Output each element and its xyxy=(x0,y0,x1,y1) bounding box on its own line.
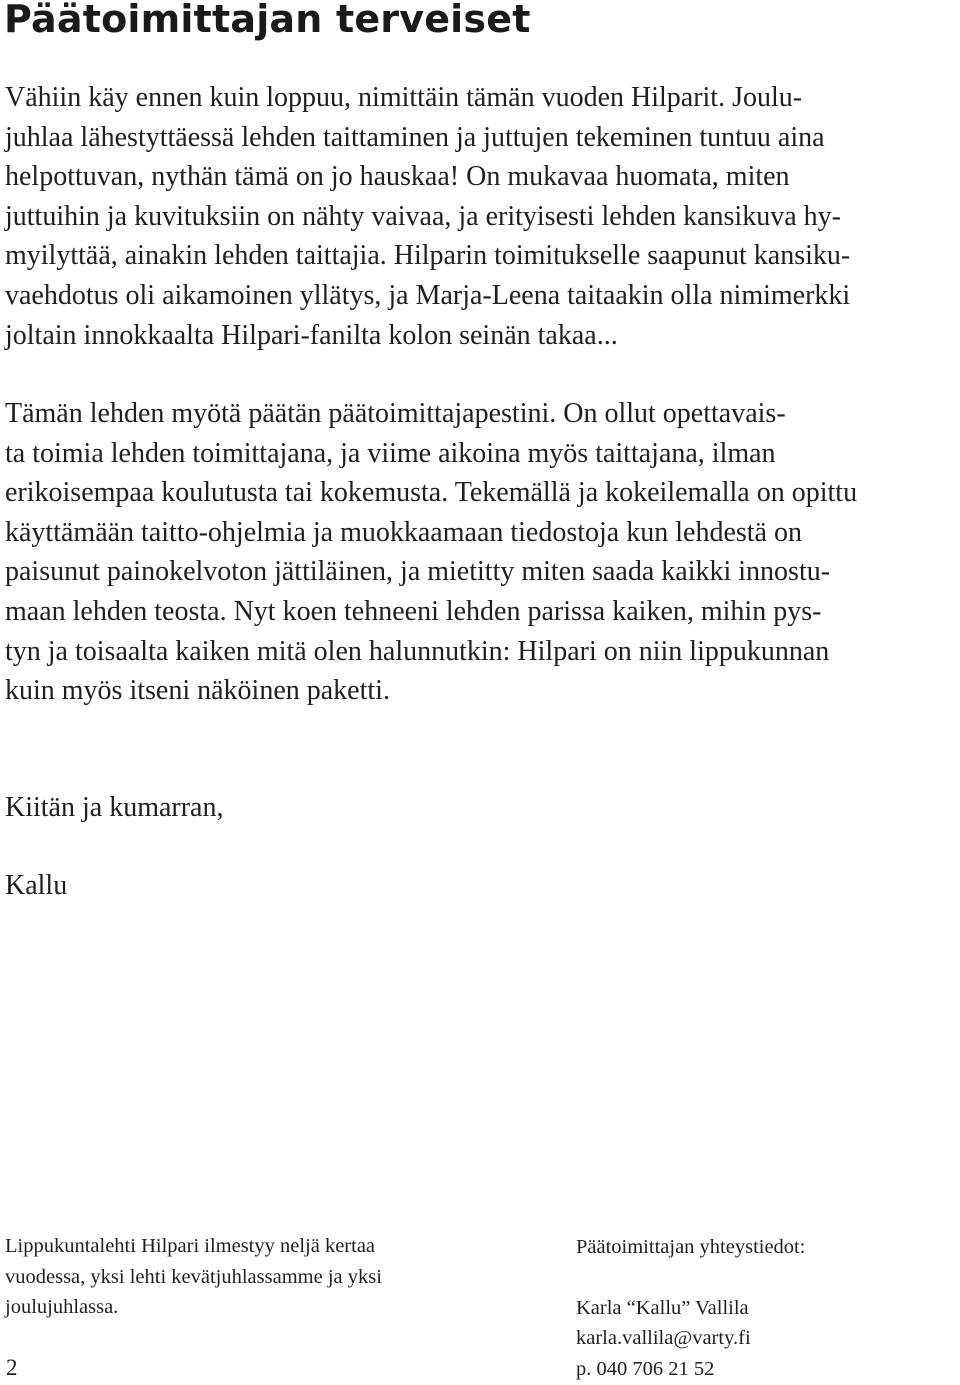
contact-email: karla.vallila@varty.fi xyxy=(576,1327,751,1349)
publication-info-line: Lippukuntalehti Hilpari ilmestyy neljä kertaa xyxy=(5,1235,376,1257)
contact-phone: p. 040 706 21 52 xyxy=(576,1357,715,1380)
contact-name: Karla “Kallu” Vallila xyxy=(576,1296,749,1319)
paragraph-line: maan lehden teosta. Nyt koen tehneeni lehden parissa kaiken, mihin pys- xyxy=(5,595,822,627)
paragraph-line: juhlaa lähestyttäessä lehden taittaminen ja juttujen tekeminen tuntuu aina xyxy=(5,121,825,153)
paragraph-line: helpottuvan, nythän tämä on jo hauskaa! On mukavaa huomata, miten xyxy=(5,161,790,193)
paragraph-line: Vähiin käy ennen kuin loppuu, nimittäin tämän vuoden Hilparit. Joulu- xyxy=(5,82,803,113)
paragraph-line: juttuihin ja kuvituksiin on nähty vaivaa, ja erityisesti lehden kansikuva hy- xyxy=(5,200,841,232)
paragraph-line: kuin myös itseni näköinen paketti. xyxy=(5,675,390,707)
contact-spacer xyxy=(576,1263,805,1293)
closing-greeting: Kiitän ja kumarran, xyxy=(5,792,224,823)
paragraph-intro xyxy=(5,78,960,355)
publication-info-line: vuodessa, yksi lehti kevätjuhlassamme ja yksi xyxy=(5,1265,382,1288)
paragraph-line: tyn ja toisaalta kaiken mitä olen halunnutkin: Hilpari on niin lippukunnan xyxy=(5,635,830,667)
paragraph-line: ta toimia lehden toimittajana, ja viime aikoina myös taittajana, ilman xyxy=(5,437,776,469)
paragraph-line: paisunut painokelvoton jättiläinen, ja mietitty miten saada kaikki innostu- xyxy=(5,556,831,588)
publication-info-line: joulujuhlassa. xyxy=(5,1296,119,1318)
signature: Kallu xyxy=(5,870,68,901)
publication-info xyxy=(5,1231,382,1323)
paragraph-farewell xyxy=(5,394,960,711)
paragraph-line: erikoisempaa koulutusta tai kokemusta. Tekemällä ja kokeilemalla on opittu xyxy=(5,477,858,509)
page-number: 2 xyxy=(6,1355,18,1380)
paragraph-line: käyttämään taitto-ohjelmia ja muokkaamaan tiedostoja kun lehdestä on xyxy=(5,516,802,548)
paragraph-line: myilyttää, ainakin lehden taittajia. Hilparin toimitukselle saapunut kansiku- xyxy=(5,240,851,272)
paragraph-line: vaehdotus oli aikamoinen yllätys, ja Marja-Leena taitaakin olla nimimerkki xyxy=(5,279,851,311)
contact-heading: Päätoimittajan yhteystiedot: xyxy=(576,1236,806,1258)
paragraph-line: joltain innokkaalta Hilpari-fanilta kolon seinän takaa... xyxy=(5,319,618,351)
paragraph-line: Tämän lehden myötä päätän päätoimittajapestini. On ollut opettavais- xyxy=(5,398,786,429)
page-title: Päätoimittajan terveiset xyxy=(4,0,531,41)
editor-contact-info xyxy=(576,1232,805,1384)
